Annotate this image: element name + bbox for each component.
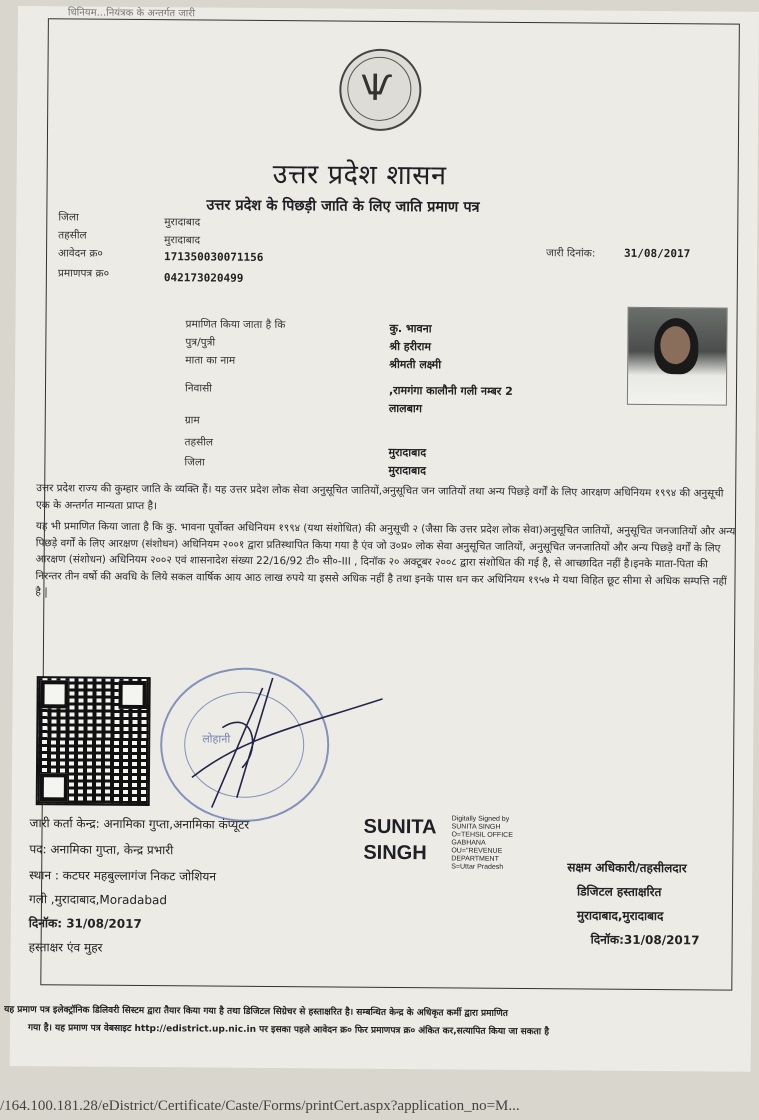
certificate-sheet bbox=[4, 6, 759, 1072]
sig-line: S=Uttar Pradesh bbox=[451, 863, 504, 871]
tehsil-value: मुरादाबाद bbox=[164, 234, 201, 247]
district-value: मुरादाबाद bbox=[164, 216, 201, 229]
footer-line-1: यह प्रमाण पत्र इलेक्ट्रॉनिक डिलिवरी सिस्टम द्वारा तैयार किया गया है तथा डिजिटल सिग्रेचर से हस्ताक्षरित है। सम्बन्धित केन्द्र के अधिकृत कर्मी द्वारा प्रमाणित bbox=[4, 1004, 508, 1019]
tehsil-label: तहसील bbox=[58, 229, 87, 242]
sig-line: O=TEHSIL OFFICE bbox=[451, 831, 513, 839]
authority-digital: डिजिटल हस्ताक्षरित bbox=[577, 884, 662, 900]
qr-finder-bottom-left bbox=[40, 773, 68, 801]
handwritten-signature bbox=[152, 667, 393, 819]
sig-line: GABHANA bbox=[451, 839, 486, 847]
issuer-center: जारी कर्ता केन्द्र: अनामिका गुप्ता,अनामिका कंप्यूटर bbox=[29, 816, 250, 832]
detail-tehsil-value: मुरादाबाद bbox=[388, 445, 427, 460]
sig-line: OU="REVENUE bbox=[451, 847, 503, 855]
certify-label: प्रमाणित किया जाता है कि bbox=[185, 318, 286, 332]
page-title: उत्तर प्रदेश शासन bbox=[272, 159, 447, 192]
mother-name: श्रीमती लक्ष्मी bbox=[389, 357, 442, 372]
certificate-label: प्रमाणपत्र क्र० bbox=[57, 267, 110, 280]
sig-line: SUNITA SINGH bbox=[451, 823, 501, 831]
village-label: ग्राम bbox=[184, 414, 200, 427]
application-label: आवेदन क्र० bbox=[58, 247, 103, 260]
top-note: धिनियम...नियंत्रक के अन्तर्गत जारी bbox=[67, 7, 195, 20]
issuer-date: दिनॉक: 31/08/2017 bbox=[28, 916, 142, 932]
father-name: श्री हरीराम bbox=[389, 339, 431, 354]
issuer-place-2: गली ,मुरादाबाद,Moradabad bbox=[28, 892, 168, 908]
detail-district-label: जिला bbox=[184, 456, 205, 469]
district-label: जिला bbox=[58, 211, 79, 224]
issue-date-label: जारी दिनांक: bbox=[546, 247, 596, 260]
photo-face bbox=[660, 326, 690, 364]
certificate-subtitle: उत्तर प्रदेश के पिछड़ी जाति के लिए जाति प्रमाण पत्र bbox=[206, 197, 480, 216]
resident-address-1: ,रामगंगा कालौनी गली नम्बर 2 bbox=[388, 383, 513, 398]
detail-district-value: मुरादाबाद bbox=[388, 463, 427, 478]
eligibility-paragraph: यह भी प्रमाणित किया जाता है कि कु. भावना पूर्वोक्त अधिनियम १९९४ (यथा संशोधित) की अनुसूची २ (जैसा कि उत्तर प्रदेश लोक सेवा)अनुसूचित जातियों, अनुसूचित जनजातियों और अन्य पिछड़े वर्गों के लिए आरक्षण (संशोधन) अधिनियम २००१ द्वारा प्रतिस्थापित किया गया है एंव जो उ०प्र० लोक सेवा अनुसूचित जातियों, अनुसूचित जनजातियों और अन्य पिछड़े वर्गों के लिए आरक्षण (संशोधन) अधिनियम २००२ एवं शासनादेश संख्या 22/16/92 टी० सी०-III , दिनॉक २० अक्टूबर २००८ द्वारा संशोधित की गई है, से आच्छादित नहीं है।इनके माता-पिता की निरन्तर तीन वर्षो की अवधि के लिये सकल वार्षिक आय आठ लाख रुपये या इससे अधिक नहीं है तथा इनके पास धन कर अधिनियम १९५७ मे यथा विहित छूट सीमा से अधिक सम्पत्ति नहीं है | bbox=[35, 520, 736, 599]
emblem-bow-icon: Ѱ bbox=[361, 67, 393, 109]
authority-title: सक्षम अधिकारी/तहसीलदार bbox=[567, 860, 687, 876]
mother-label: माता का नाम bbox=[185, 354, 236, 367]
digital-signature-details bbox=[451, 815, 513, 871]
authority-place: मुरादाबाद,मुरादाबाद bbox=[576, 908, 664, 924]
application-number: 171350030071156 bbox=[163, 250, 264, 264]
sign-seal-label: हस्ताक्षर एंव मुहर bbox=[28, 940, 103, 955]
resident-address-2: लालबाग bbox=[388, 401, 422, 416]
seal-text: लोहानी bbox=[202, 732, 231, 746]
issuer-place-1: स्थान : कटघर महबुल्लागंज निकट जोशियन bbox=[29, 868, 217, 884]
print-url: /164.100.181.28/eDistrict/Certificate/Caste/Forms/printCert.aspx?application_no=M... bbox=[0, 1098, 520, 1114]
holder-name: कु. भावना bbox=[389, 321, 432, 336]
up-government-emblem bbox=[339, 49, 422, 132]
footer-line-2: गया है। यह प्रमाण पत्र वेबसाइट http://edistrict.up.nic.in पर इसका पहले आवेदन क्र० फिर प्रमाणपत्र क्र० अंकित कर,सत्यापित किया जा सकता है bbox=[27, 1023, 550, 1038]
sig-line: Digitally Signed by bbox=[451, 815, 510, 823]
qr-finder-top-right bbox=[118, 681, 146, 709]
issuer-post: पद: अनामिका गुप्ता, केन्द्र प्रभारी bbox=[29, 842, 174, 858]
sig-line: DEPARTMENT bbox=[451, 855, 499, 863]
digital-signer-name-2: SINGH bbox=[363, 841, 427, 865]
certificate-number: 042173020499 bbox=[163, 271, 244, 285]
resident-label: निवासी bbox=[184, 382, 212, 395]
qr-finder-top-left bbox=[40, 680, 68, 708]
detail-tehsil-label: तहसील bbox=[184, 436, 214, 449]
qr-code bbox=[36, 676, 151, 806]
issue-date: 31/08/2017 bbox=[624, 246, 691, 261]
digital-signer-name-1: SUNITA bbox=[363, 815, 437, 839]
authority-date: दिनॉक:31/08/2017 bbox=[590, 932, 700, 948]
caste-paragraph: उत्तर प्रदेश राज्य की कुम्हार जाति के व्यक्ति हैं। यह उत्तर प्रदेश लोक सेवा अनुसूचित जातियों,अनुसूचित जन जातियों तथा अन्य पिछड़े वर्गों के लिए आरक्षण अधिनियम १९९४ की अनुसूची एक के अन्तर्गत मान्यता प्राप्त है। bbox=[36, 482, 724, 512]
applicant-photo bbox=[627, 307, 728, 406]
parent-label: पुत्र/पुत्री bbox=[185, 336, 216, 349]
